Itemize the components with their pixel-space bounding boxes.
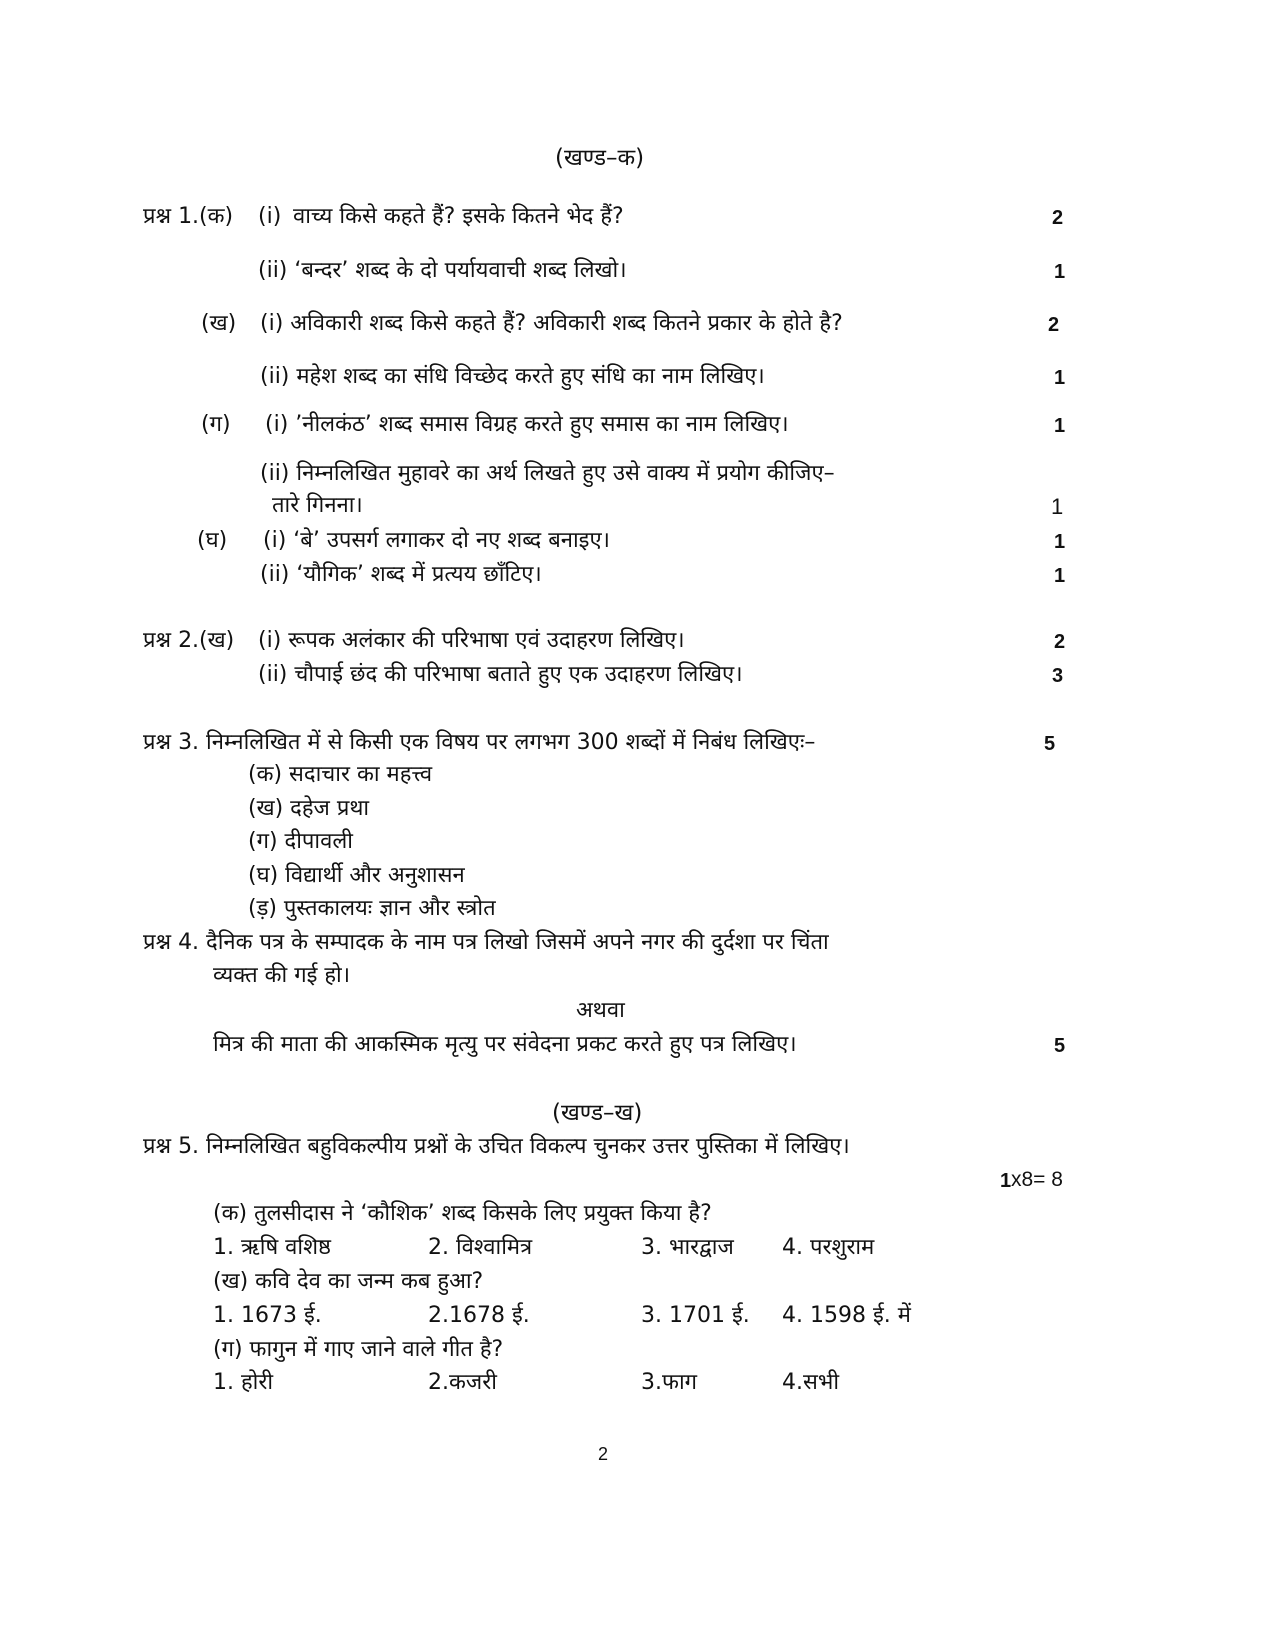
q5-option: 2. विश्वामित्र <box>428 1235 533 1260</box>
q5-option: 1. ऋषि वशिष्ठ <box>213 1235 332 1260</box>
section-b-heading: (खण्ड–ख) <box>552 1100 643 1126</box>
q1-ga1-text: (i) ’नीलकंठ’ शब्द समास विग्रह करते हुए समास का नाम लिखिए। <box>265 412 789 437</box>
q3-option: (क) सदाचार का महत्त्व <box>248 762 433 787</box>
q2-ii-text: (ii) चौपाई छंद की परिभाषा बताते हुए एक उदाहरण लिखिए। <box>258 662 743 687</box>
q3-option: (घ) विद्यार्थी और अनुशासन <box>248 863 465 888</box>
q1-k2-marks: 1 <box>1054 261 1066 283</box>
q5-item-question: (ग) फागुन में गाए जाने वाले गीत है? <box>213 1337 504 1362</box>
q5-option: 3. 1701 ई. <box>641 1303 750 1328</box>
q4-marks: 5 <box>1054 1035 1066 1057</box>
q3-text: प्रश्न 3. निम्नलिखित में से किसी एक विषय पर लगभग 300 शब्दों में निबंध लिखिएः– <box>143 730 816 755</box>
q1-k1-text: वाच्य किसे कहते हैं? इसके कितने भेद हैं? <box>293 204 624 229</box>
q1-gha-label: (घ) <box>197 528 228 553</box>
q4-line2: व्यक्त की गई हो। <box>213 963 351 988</box>
q4-or: अथवा <box>576 998 625 1023</box>
section-a-heading: (खण्ड–क) <box>555 145 645 171</box>
q1-kh-label: (ख) <box>201 311 237 336</box>
q1-gha1-text: (i) ‘बे’ उपसर्ग लगाकर दो नए शब्द बनाइए। <box>263 528 610 553</box>
q5-option: 4.सभी <box>782 1370 840 1395</box>
q1-ga2-marks: 1 <box>1051 494 1064 519</box>
q5-option: 1. 1673 ई. <box>213 1303 322 1328</box>
q1-gha2-text: (ii) ‘यौगिक’ शब्द में प्रत्यय छाँटिए। <box>260 562 542 587</box>
q5-item-question: (क) तुलसीदास ने ‘कौशिक’ शब्द किसके लिए प्रयुक्त किया है? <box>213 1201 712 1226</box>
q1-kh1-marks: 2 <box>1048 314 1060 336</box>
q5-marks-total: x8= 8 <box>1011 1168 1063 1191</box>
q5-option: 2.कजरी <box>428 1370 497 1395</box>
q3-option: (ड़) पुस्तकालयः ज्ञान और स्त्रोत <box>248 896 496 921</box>
q5-item-question: (ख) कवि देव का जन्म कब हुआ? <box>213 1269 484 1294</box>
q1-k2-text: (ii) ‘बन्दर’ शब्द के दो पर्यायवाची शब्द लिखो। <box>258 258 627 283</box>
q2-i-text: (i) रूपक अलंकार की परिभाषा एवं उदाहरण लिखिए। <box>258 628 685 653</box>
q2-label: प्रश्न 2.(ख) <box>143 628 235 653</box>
q1-k1-marks: 2 <box>1052 207 1064 229</box>
q5-option: 4. परशुराम <box>782 1235 875 1260</box>
q1-kh1-text: (i) अविकारी शब्द किसे कहते हैं? अविकारी शब्द कितने प्रकार के होते है? <box>260 311 843 336</box>
q1-k1-number: (i) <box>258 204 282 229</box>
q5-marks-multiplier: 1 <box>1000 1170 1012 1192</box>
q2-i-marks: 2 <box>1054 631 1066 653</box>
q5-option: 1. होरी <box>213 1370 274 1395</box>
q3-marks: 5 <box>1044 733 1056 755</box>
q3-option: (ख) दहेज प्रथा <box>248 796 370 821</box>
q1-gha2-marks: 1 <box>1054 565 1066 587</box>
q1-ga-label: (ग) <box>201 412 231 437</box>
q1-ga1-marks: 1 <box>1054 415 1066 437</box>
q1-kh2-text: (ii) महेश शब्द का संधि विच्छेद करते हुए संधि का नाम लिखिए। <box>260 364 765 389</box>
q5-option: 3.फाग <box>641 1370 698 1395</box>
q4-line1: प्रश्न 4. दैनिक पत्र के सम्पादक के नाम पत्र लिखो जिसमें अपने नगर की दुर्दशा पर चिंता <box>143 930 829 955</box>
page-number: 2 <box>598 1444 609 1464</box>
q5-text: प्रश्न 5. निम्नलिखित बहुविकल्पीय प्रश्नों के उचित विकल्प चुनकर उत्तर पुस्तिका में लिखिए। <box>143 1134 850 1159</box>
q5-option: 3. भारद्वाज <box>641 1235 734 1260</box>
q5-option: 4. 1598 ई. में <box>782 1303 911 1328</box>
q5-option: 2.1678 ई. <box>428 1303 530 1328</box>
q4-alternative: मित्र की माता की आकस्मिक मृत्यु पर संवेदना प्रकट करते हुए पत्र लिखिए। <box>213 1032 797 1057</box>
q3-option: (ग) दीपावली <box>248 829 353 854</box>
q1-kh2-marks: 1 <box>1054 367 1066 389</box>
q1-ga2-line2: तारे गिनना। <box>272 493 363 518</box>
q1-label: प्रश्न 1.(क) <box>143 204 234 229</box>
q2-ii-marks: 3 <box>1052 665 1064 687</box>
q1-gha1-marks: 1 <box>1054 531 1066 553</box>
q1-ga2-line1: (ii) निम्नलिखित मुहावरे का अर्थ लिखते हुए उसे वाक्य में प्रयोग कीजिए– <box>260 461 835 486</box>
